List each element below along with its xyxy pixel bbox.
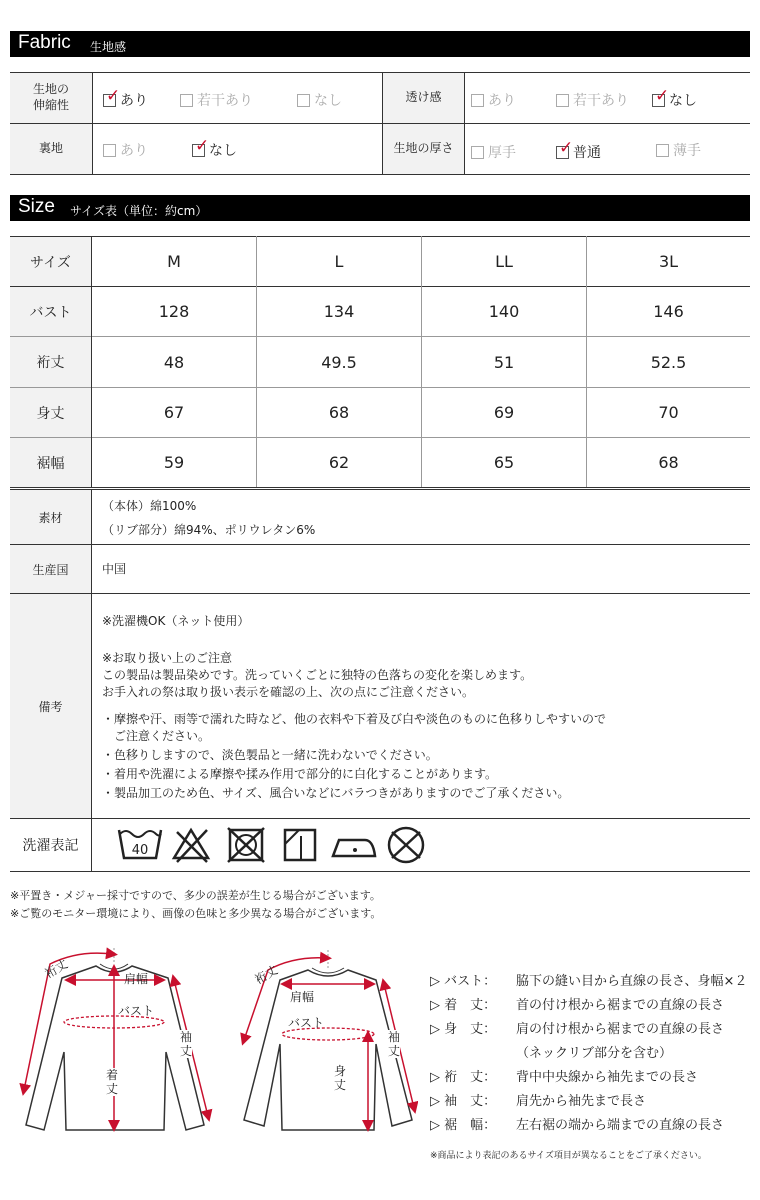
- label-katahaba-left: 肩幅: [124, 972, 149, 986]
- size-section-header: [10, 195, 750, 221]
- material-line: （リブ部分）綿94%、ポリウレタン6%: [102, 523, 316, 537]
- size-col-m: M: [167, 252, 181, 271]
- label-length-right: 身 丈: [334, 1064, 347, 1092]
- remarks-label: 備考: [10, 594, 91, 818]
- origin-value: 中国: [102, 562, 127, 576]
- row-divider: [10, 123, 750, 124]
- label-yuki-right: 裄丈: [252, 962, 281, 987]
- table-cell: 48: [163, 352, 185, 372]
- table-cell: 65: [493, 453, 515, 472]
- label-katahaba-right: 肩幅: [290, 990, 315, 1004]
- legend-item: ▷ バスト： 脇下の縫い目から直線の長さ、身幅×２: [430, 974, 748, 989]
- legend-item: ▷ 着 丈： 首の付け根から裾までの直線の長さ: [430, 998, 725, 1013]
- table-cell: 134: [323, 302, 355, 321]
- legend-item: ▷ 裾 幅： 左右裾の端から端までの直線の長さ: [430, 1118, 725, 1133]
- remarks-line: ※お取り扱い上のご注意: [102, 651, 233, 665]
- lining-option-no: ✓ なし: [192, 140, 237, 160]
- table-cell: 49.5: [321, 352, 357, 372]
- remarks-line: ・摩擦や汗、雨等で濡れた時など、他の衣料や下着及び白や淡色のものに色移りしやすいので: [102, 712, 607, 726]
- table-rule: [10, 544, 750, 545]
- table-cell: 146: [653, 302, 684, 321]
- size-title: Size: [18, 196, 55, 217]
- legend-item: ▷ 裄 丈： 背中中央線から袖先までの長さ: [430, 1070, 699, 1085]
- legend-item: ▷ 袖 丈： 肩先から袖先まで長さ: [430, 1094, 647, 1109]
- label-yuki-left: 裄丈: [42, 956, 71, 981]
- lining-label: 裏地: [10, 124, 92, 174]
- remarks-line: ・着用や洗濯による摩擦や揉み作用で部分的に白化することがあります。: [102, 767, 498, 781]
- checkbox-icon: ✓: [192, 144, 205, 157]
- origin-label: 生産国: [10, 545, 91, 593]
- table-rule: [10, 871, 750, 872]
- table-rule: [10, 487, 750, 488]
- thickness-option-thin: 薄手: [656, 140, 701, 160]
- line-dry-shade-icon: [285, 830, 315, 860]
- label-sleeve-right: 袖 丈: [388, 1030, 401, 1058]
- table-cell: 140: [488, 302, 520, 321]
- table-cell: 52.5: [650, 352, 687, 372]
- col-divider: [464, 73, 465, 174]
- checkbox-icon: [103, 144, 116, 157]
- checkbox-icon: [180, 94, 193, 107]
- laundry-icons: [116, 824, 436, 866]
- remarks-line: お手入れの祭は取り扱い表示を確認の上、次の点にご注意ください。: [102, 685, 475, 699]
- table-cell: 68: [328, 403, 350, 422]
- table-rule: [91, 489, 92, 871]
- table-cell: 62: [328, 453, 350, 472]
- table-rule: [10, 489, 750, 490]
- label-bust-right: バスト: [288, 1016, 325, 1030]
- material-label: 素材: [10, 490, 91, 544]
- checkbox-icon: [656, 144, 669, 157]
- label-sleeve-left: 袖 丈: [180, 1030, 193, 1058]
- material-line: （本体）綿100%: [102, 499, 197, 513]
- table-cell: 69: [493, 403, 515, 422]
- legend-item: （ネックリブ部分を含む）: [516, 1046, 673, 1061]
- note-line: ※ご覧のモニター環境により、画像の色味と多少異なる場合がございます。: [10, 907, 382, 920]
- checkbox-icon: ✓: [652, 94, 665, 107]
- table-cell: 67: [163, 403, 185, 422]
- row-label-bust: バスト: [10, 287, 91, 336]
- fabric-section-header: [10, 31, 750, 57]
- no-tumble-dry-icon: [228, 828, 264, 862]
- size-col-ll: LL: [495, 252, 513, 271]
- stretch-option-no: なし: [297, 90, 342, 110]
- size-col-l: L: [334, 252, 344, 271]
- thickness-option-normal: ✓ 普通: [556, 142, 601, 162]
- svg-text:40: 40: [131, 843, 149, 858]
- sheer-option-no: ✓ なし: [652, 90, 697, 110]
- checkbox-icon: [471, 94, 484, 107]
- table-cell: 128: [158, 302, 190, 321]
- stretch-option-slight: 若干あり: [180, 90, 253, 110]
- row-label-hem: 裾幅: [10, 438, 91, 487]
- checkbox-icon: [297, 94, 310, 107]
- fabric-title: Fabric: [18, 32, 71, 53]
- remarks-line: ご注意ください。: [102, 729, 211, 743]
- laundry-label: 洗濯表記: [10, 819, 91, 871]
- table-cell: 59: [163, 453, 185, 472]
- fabric-table: [10, 72, 750, 175]
- remarks-line: この製品は製品染めです。洗っていくごとに独特の色落ちの変化を楽しめます。: [102, 668, 533, 682]
- checkbox-icon: [471, 146, 484, 159]
- size-table: [10, 236, 750, 488]
- checkbox-icon: ✓: [556, 146, 569, 159]
- label-bust-left: バスト: [118, 1004, 155, 1018]
- size-subtitle: サイズ表（単位：約cm）: [70, 204, 208, 218]
- thickness-option-thick: 厚手: [471, 142, 516, 162]
- legend-item: ▷ 身 丈： 肩の付け根から裾までの直線の長さ: [430, 1022, 725, 1037]
- no-dry-clean-icon: [389, 828, 423, 862]
- table-rule: [10, 818, 750, 819]
- thickness-label: 生地の厚さ: [383, 124, 464, 174]
- remarks-line: ※洗濯機OK（ネット使用）: [102, 614, 250, 628]
- row-label-yuki: 裄丈: [10, 337, 91, 387]
- info-table: [10, 489, 750, 872]
- table-cell: 70: [658, 403, 679, 422]
- row-label-length: 身丈: [10, 388, 91, 437]
- note-line: ※平置き・メジャー採寸ですので、多少の誤差が生じる場合がございます。: [10, 889, 381, 902]
- stretch-option-yes: ✓ あり: [103, 90, 148, 110]
- no-bleach-icon: [174, 830, 208, 862]
- remarks-line: ・製品加工のため色、サイズ、風合いなどにバラつきがありますのでご了承ください。: [102, 786, 570, 800]
- checkbox-icon: ✓: [103, 94, 116, 107]
- remarks-line: ・色移りしますので、淡色製品と一緒に洗わないでください。: [102, 748, 438, 762]
- label-length-left: 着 丈: [106, 1068, 119, 1096]
- fabric-subtitle: 生地感: [90, 40, 127, 54]
- col-divider: [92, 73, 93, 174]
- table-cell: 68: [658, 453, 679, 472]
- size-col-3l: 3L: [658, 252, 679, 271]
- lining-option-yes: あり: [103, 140, 148, 160]
- wash-40-icon: [119, 830, 161, 858]
- table-cell: 51: [493, 352, 515, 372]
- sheer-option-slight: 若干あり: [556, 90, 629, 110]
- size-header-label: サイズ: [10, 237, 91, 286]
- measurement-diagrams: [18, 940, 418, 1140]
- footnote: ※商品により表記のあるサイズ項目が異なることをご了承ください。: [430, 1151, 707, 1161]
- table-rule: [10, 593, 750, 594]
- sheer-option-yes: あり: [471, 90, 516, 110]
- iron-low-icon: [333, 840, 375, 856]
- sheer-label: 透け感: [383, 73, 464, 123]
- stretch-label: 生地の 伸縮性: [10, 73, 92, 123]
- checkbox-icon: [556, 94, 569, 107]
